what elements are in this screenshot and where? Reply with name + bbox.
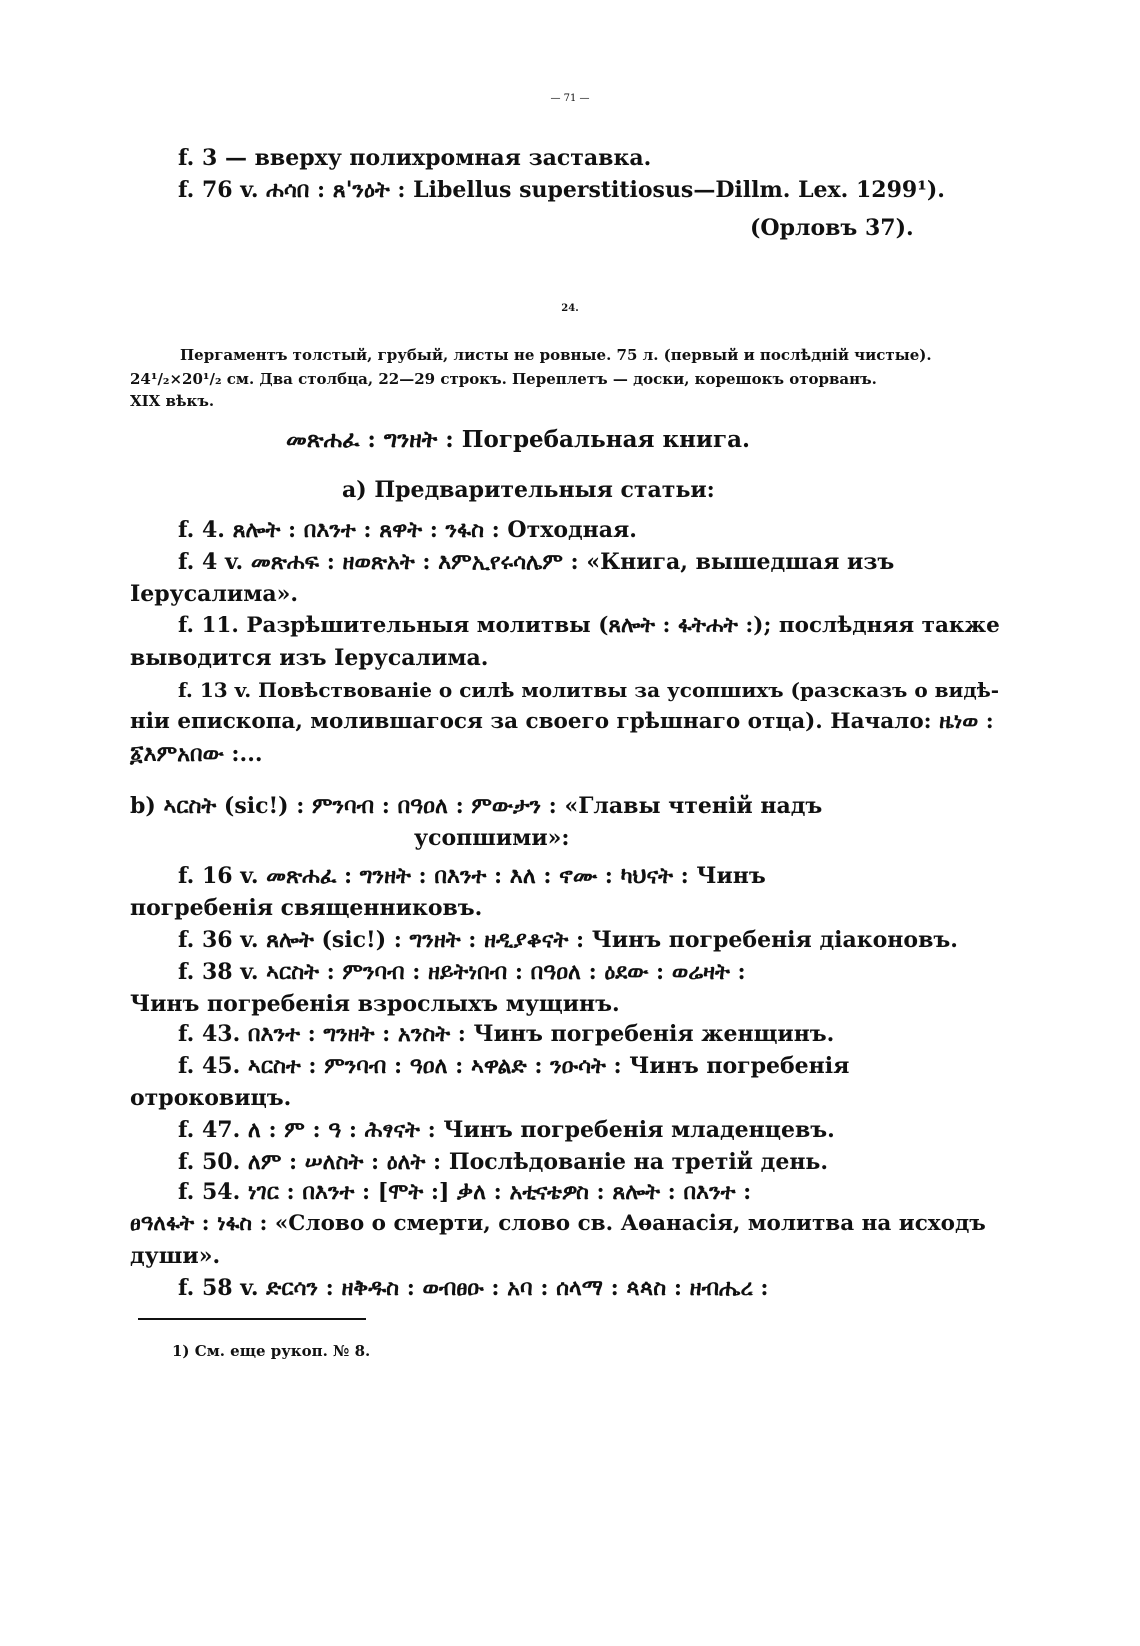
entry-line: f. 36 v. ጸሎት (sic!) : ግንዘት : ዘዲያቆናት : Чинъ погребенія діаконовъ. bbox=[178, 927, 958, 953]
page-number: — 71 — bbox=[550, 93, 590, 104]
section-number: 24. bbox=[561, 303, 579, 314]
entry-line: f. 58 v. ድርሳን : ዘቅዱስ : ወብፀዑ : አባ : ሰላማ : ጳጳስ : ዘብሔረ : bbox=[178, 1275, 769, 1301]
entry-line: f. 11. Разрѣшительныя молитвы (ጸሎት : ፋትሐት :); послѣдняя также bbox=[178, 613, 1000, 638]
entry-line: f. 45. ኣርስተ : ምንባብ : ዓዐለ : ኣዋልድ : ንዑሳት : Чинъ погребенія bbox=[178, 1053, 850, 1079]
entry-line: души». bbox=[130, 1243, 221, 1269]
entry-line: погребенія священниковъ. bbox=[130, 895, 483, 921]
entry-line: f. 50. ለም : ሠለስት : ዕለት : Послѣдованіе на третій день. bbox=[178, 1149, 829, 1175]
entry-line: f. 54. ነገር : በእንተ : [ሞት :] ቃለ : አቲናቴዎስ : ጸሎት : በእንተ : bbox=[178, 1179, 752, 1205]
subheading-a: a) Предварительныя статьи: bbox=[342, 477, 715, 503]
entry-line: Іерусалима». bbox=[130, 581, 299, 607]
entry-line: f. 13 v. Повѣствованіе о силѣ молитвы за усопшихъ (разсказъ о видѣ- bbox=[178, 678, 1000, 702]
entry-line: ፀዓለፋት : ነፋስ : «Слово о смерти, слово св. Аѳанасія, молитва на исходъ bbox=[130, 1211, 986, 1236]
subheading-b: b) ኣርስት (sic!) : ምንባብ : በዓዐለ : ምውታን : «Главы чтеній надъ bbox=[130, 793, 823, 819]
entry-line: f. 76 v. ሐሳበ : ጸ'ንዕት : Libellus superstitiosus—Dillm. Lex. 1299¹). bbox=[178, 177, 945, 203]
entry-line: f. 47. ለ : ም : ዓ : ሕፃናት : Чинъ погребенія младенцевъ. bbox=[178, 1117, 835, 1143]
entry-line: f. 38 v. ኣርስት : ምንባብ : ዘይትነበብ : በዓዐለ : ዕደው : ወሬዛት : bbox=[178, 959, 746, 985]
entry-line: f. 4. ጸሎት : በእንተ : ጸዋት : ንፋስ : Отходная. bbox=[178, 517, 637, 543]
description-line: Пергаментъ толстый, грубый, листы не ровные. 75 л. (первый и послѣдній чистые). bbox=[180, 346, 932, 364]
description-line: 24¹/₂×20¹/₂ см. Два столбца, 22—29 строкъ. Переплетъ — доски, корешокъ оторванъ. bbox=[130, 370, 877, 388]
catalog-reference: (Орловъ 37). bbox=[750, 215, 914, 241]
entry-line: выводится изъ Іерусалима. bbox=[130, 645, 489, 671]
footnote: 1) См. еще рукоп. № 8. bbox=[172, 1342, 371, 1360]
entry-line: f. 4 v. መጽሐፍ : ዘወጽአት : እምኢየሩሳሌም : «Книга, вышедшая изъ bbox=[178, 549, 895, 575]
book-title: መጽሐፈ : ግንዘት : Погребальная книга. bbox=[286, 426, 750, 453]
entry-line: ፩እምአበው :... bbox=[130, 741, 263, 767]
entry-line: ніи епископа, молившагося за своего грѣшнаго отца). Начало: ዜነወ : bbox=[130, 709, 994, 734]
entry-line: f. 43. በእንተ : ግንዘት : አንስት : Чинъ погребенія женщинъ. bbox=[178, 1021, 835, 1047]
subheading-b-continuation: усопшими»: bbox=[414, 825, 570, 851]
description-line: XIX вѣкъ. bbox=[130, 392, 215, 410]
footnote-rule bbox=[138, 1318, 366, 1320]
entry-line: f. 3 — вверху полихромная заставка. bbox=[178, 145, 652, 171]
entry-line: отроковицъ. bbox=[130, 1085, 292, 1111]
entry-line: Чинъ погребенія взрослыхъ мущинъ. bbox=[130, 991, 620, 1017]
entry-line: f. 16 v. መጽሐፈ : ግንዘት : በእንተ : እለ : ኖሙ : ካህናት : Чинъ bbox=[178, 863, 766, 889]
